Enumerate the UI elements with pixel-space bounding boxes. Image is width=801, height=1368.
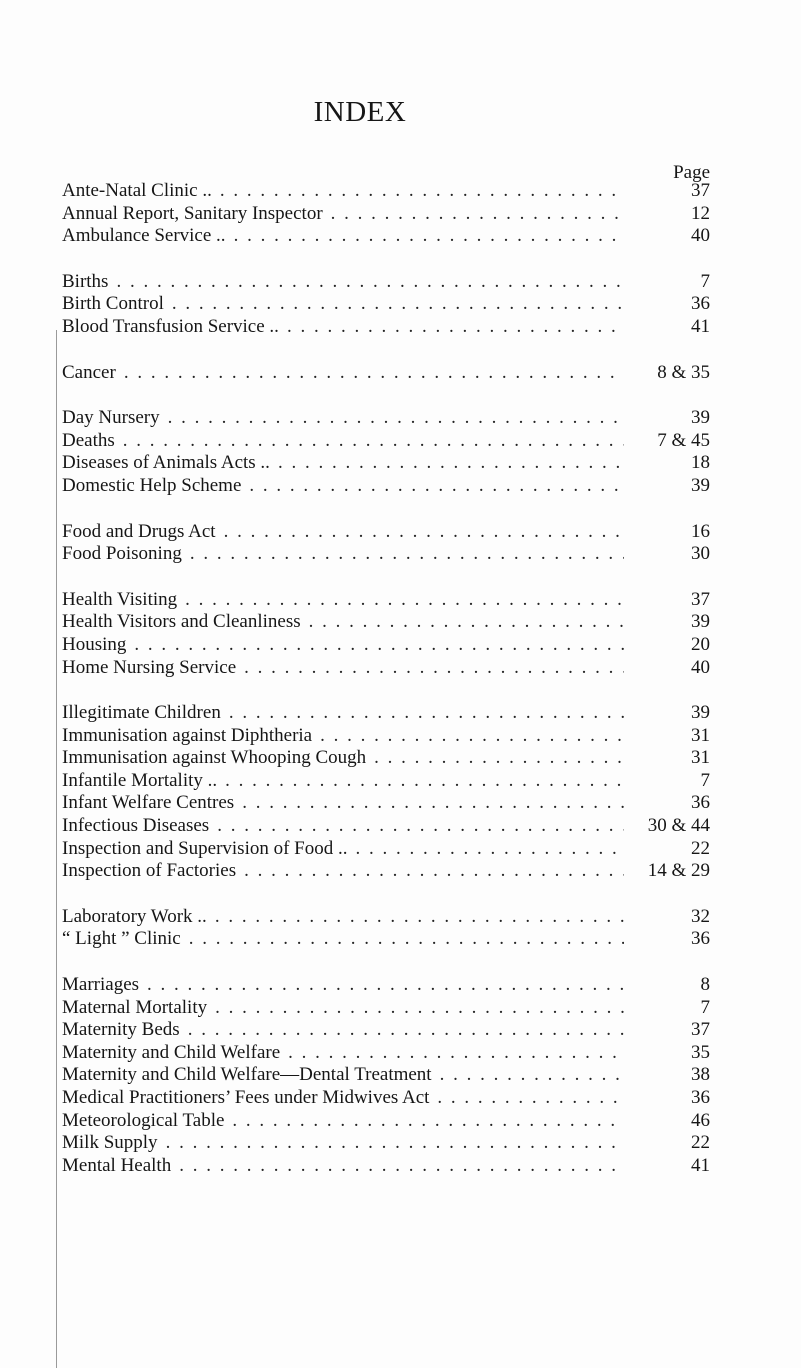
dot-leader xyxy=(234,225,624,248)
index-entry xyxy=(62,430,710,453)
dot-leader xyxy=(116,271,624,294)
entry-label: Health Visiting xyxy=(62,588,178,610)
index-group-b xyxy=(62,271,710,339)
entry-label: Domestic Help Scheme xyxy=(62,474,242,496)
dot-leader xyxy=(225,770,624,793)
entry-label: Maternal Mortality xyxy=(62,996,208,1018)
entry-label: Ante-Natal Clinic .. xyxy=(62,180,212,201)
entry-label: Maternity Beds xyxy=(62,1019,180,1041)
index-entry xyxy=(62,792,710,815)
entry-page-number: 7 xyxy=(700,769,710,791)
index-group-h xyxy=(62,589,710,679)
entry-page-number: 7 xyxy=(700,996,710,1018)
entry-page-number: 37 xyxy=(691,1019,710,1041)
entry-page-number: 16 xyxy=(691,520,710,542)
dot-leader xyxy=(185,589,624,612)
entry-label: Day Nursery xyxy=(62,407,160,429)
index-entry xyxy=(62,475,710,498)
index-entry xyxy=(62,543,710,566)
dot-leader xyxy=(287,316,624,339)
entry-page-number: 31 xyxy=(691,747,710,769)
index-entry xyxy=(62,362,710,385)
index-group-f xyxy=(62,521,710,566)
entry-page-number: 37 xyxy=(691,588,710,610)
dot-leader xyxy=(440,1064,624,1087)
entry-page-number: 39 xyxy=(691,474,710,496)
dot-leader xyxy=(166,1132,624,1155)
entry-label: Diseases of Animals Acts .. xyxy=(62,452,270,474)
entry-label: Cancer xyxy=(62,361,116,383)
entry-label: Home Nursing Service xyxy=(62,656,237,678)
entry-page-number: 32 xyxy=(691,905,710,927)
index-entry xyxy=(62,928,710,951)
index-entry xyxy=(62,725,710,748)
dot-leader xyxy=(124,362,624,385)
index-entry xyxy=(62,860,710,883)
dot-leader xyxy=(123,430,624,453)
index-entry xyxy=(62,747,710,770)
entry-page-number: 39 xyxy=(691,611,710,633)
dot-leader xyxy=(356,838,624,861)
index-group-c xyxy=(62,362,710,385)
index-entry xyxy=(62,838,710,861)
dot-leader xyxy=(217,815,624,838)
dot-leader xyxy=(244,860,624,883)
dot-leader xyxy=(320,725,624,748)
entry-page-number: 30 & 44 xyxy=(647,815,710,837)
dot-leader xyxy=(244,657,624,680)
dot-leader xyxy=(215,997,624,1020)
entry-label: Annual Report, Sanitary Inspector xyxy=(62,202,323,224)
entry-label: Marriages xyxy=(62,974,140,996)
binding-edge-rule xyxy=(56,330,57,1368)
index-group-m xyxy=(62,974,710,1177)
entry-label: Maternity and Child Welfare—Dental Treatment xyxy=(62,1064,432,1086)
dot-leader xyxy=(374,747,624,770)
dot-leader xyxy=(190,543,624,566)
index-entry xyxy=(62,634,710,657)
index-entry xyxy=(62,180,710,203)
entry-page-number: 31 xyxy=(691,724,710,746)
entry-label: Infantile Mortality .. xyxy=(62,769,218,791)
entry-label: Health Visitors and Cleanliness xyxy=(62,611,301,633)
entry-page-number: 40 xyxy=(691,225,710,247)
index-entry xyxy=(62,316,710,339)
entry-label: Inspection of Factories xyxy=(62,860,237,882)
dot-leader xyxy=(437,1087,624,1110)
entry-page-number: 37 xyxy=(691,180,710,201)
dot-leader xyxy=(134,634,624,657)
entry-page-number: 8 & 35 xyxy=(657,361,710,383)
index-entry xyxy=(62,225,710,248)
dot-leader xyxy=(278,452,624,475)
entry-label: Food and Drugs Act xyxy=(62,520,216,542)
entry-page-number: 30 xyxy=(691,543,710,565)
entry-label: Maternity and Child Welfare xyxy=(62,1041,281,1063)
index-entry xyxy=(62,611,710,634)
dot-leader xyxy=(229,702,624,725)
index-entry xyxy=(62,521,710,544)
entry-page-number: 46 xyxy=(691,1109,710,1131)
index-entry xyxy=(62,452,710,475)
dot-leader xyxy=(242,792,624,815)
index-entry xyxy=(62,974,710,997)
index-entry xyxy=(62,1087,710,1110)
dot-leader xyxy=(147,974,624,997)
dot-leader xyxy=(232,1110,624,1133)
dot-leader xyxy=(288,1042,624,1065)
entry-page-number: 7 xyxy=(700,270,710,292)
dot-leader xyxy=(188,1019,624,1042)
dot-leader xyxy=(179,1155,624,1178)
index-entry xyxy=(62,271,710,294)
entry-page-number: 39 xyxy=(691,702,710,724)
dot-leader xyxy=(220,180,624,203)
page-column-header: Page xyxy=(673,162,710,183)
entry-label: Illegitimate Children xyxy=(62,702,221,724)
entry-label: Inspection and Supervision of Food .. xyxy=(62,837,348,859)
entry-page-number: 41 xyxy=(691,1154,710,1176)
index-entry xyxy=(62,1064,710,1087)
dot-leader xyxy=(224,521,624,544)
entry-label: Meteorological Table xyxy=(62,1109,225,1131)
index-list xyxy=(62,180,710,1177)
page-title: INDEX xyxy=(313,96,407,128)
entry-page-number: 12 xyxy=(691,202,710,224)
index-entry xyxy=(62,1110,710,1133)
entry-page-number: 8 xyxy=(700,974,710,996)
dot-leader xyxy=(189,928,624,951)
dot-leader xyxy=(172,293,624,316)
entry-page-number: 7 & 45 xyxy=(657,429,710,451)
entry-page-number: 36 xyxy=(691,792,710,814)
index-group-l xyxy=(62,906,710,951)
dot-leader xyxy=(309,611,624,634)
entry-label: Birth Control xyxy=(62,293,164,315)
index-entry xyxy=(62,589,710,612)
entry-label: Infant Welfare Centres xyxy=(62,792,235,814)
entry-label: Mental Health xyxy=(62,1154,172,1176)
index-entry xyxy=(62,1132,710,1155)
entry-page-number: 36 xyxy=(691,928,710,950)
index-entry xyxy=(62,1019,710,1042)
entry-label: Laboratory Work .. xyxy=(62,905,207,927)
index-entry xyxy=(62,1155,710,1178)
entry-page-number: 22 xyxy=(691,837,710,859)
entry-page-number: 39 xyxy=(691,407,710,429)
index-group-i xyxy=(62,702,710,883)
index-entry xyxy=(62,293,710,316)
index-entry xyxy=(62,407,710,430)
index-entry xyxy=(62,702,710,725)
entry-label: Milk Supply xyxy=(62,1132,158,1154)
entry-label: Blood Transfusion Service .. xyxy=(62,315,279,337)
entry-page-number: 41 xyxy=(691,315,710,337)
entry-label: Immunisation against Diphtheria xyxy=(62,724,313,746)
dot-leader xyxy=(249,475,624,498)
index-entry xyxy=(62,657,710,680)
entry-label: “ Light ” Clinic xyxy=(62,928,181,950)
entry-label: Infectious Diseases xyxy=(62,815,210,837)
entry-label: Ambulance Service .. xyxy=(62,225,226,247)
dot-leader xyxy=(331,203,624,226)
entry-page-number: 36 xyxy=(691,293,710,315)
entry-label: Immunisation against Whooping Cough xyxy=(62,747,367,769)
index-group-a xyxy=(62,180,710,248)
index-entry xyxy=(62,815,710,838)
entry-label: Deaths xyxy=(62,429,115,451)
entry-page-number: 20 xyxy=(691,633,710,655)
entry-label: Housing xyxy=(62,633,127,655)
entry-page-number: 40 xyxy=(691,656,710,678)
index-entry xyxy=(62,1042,710,1065)
entry-page-number: 18 xyxy=(691,452,710,474)
index-entry xyxy=(62,203,710,226)
entry-label: Medical Practitioners’ Fees under Midwives Act xyxy=(62,1087,430,1108)
entry-page-number: 35 xyxy=(691,1041,710,1063)
index-group-d xyxy=(62,407,710,497)
dot-leader xyxy=(168,407,624,430)
entry-page-number: 22 xyxy=(691,1132,710,1154)
index-entry xyxy=(62,906,710,929)
index-entry xyxy=(62,997,710,1020)
index-entry xyxy=(62,770,710,793)
entry-page-number: 14 & 29 xyxy=(647,860,710,882)
entry-label: Births xyxy=(62,270,109,292)
entry-page-number: 36 xyxy=(691,1087,710,1108)
entry-page-number: 38 xyxy=(691,1064,710,1086)
entry-label: Food Poisoning xyxy=(62,543,182,565)
dot-leader xyxy=(215,906,624,929)
